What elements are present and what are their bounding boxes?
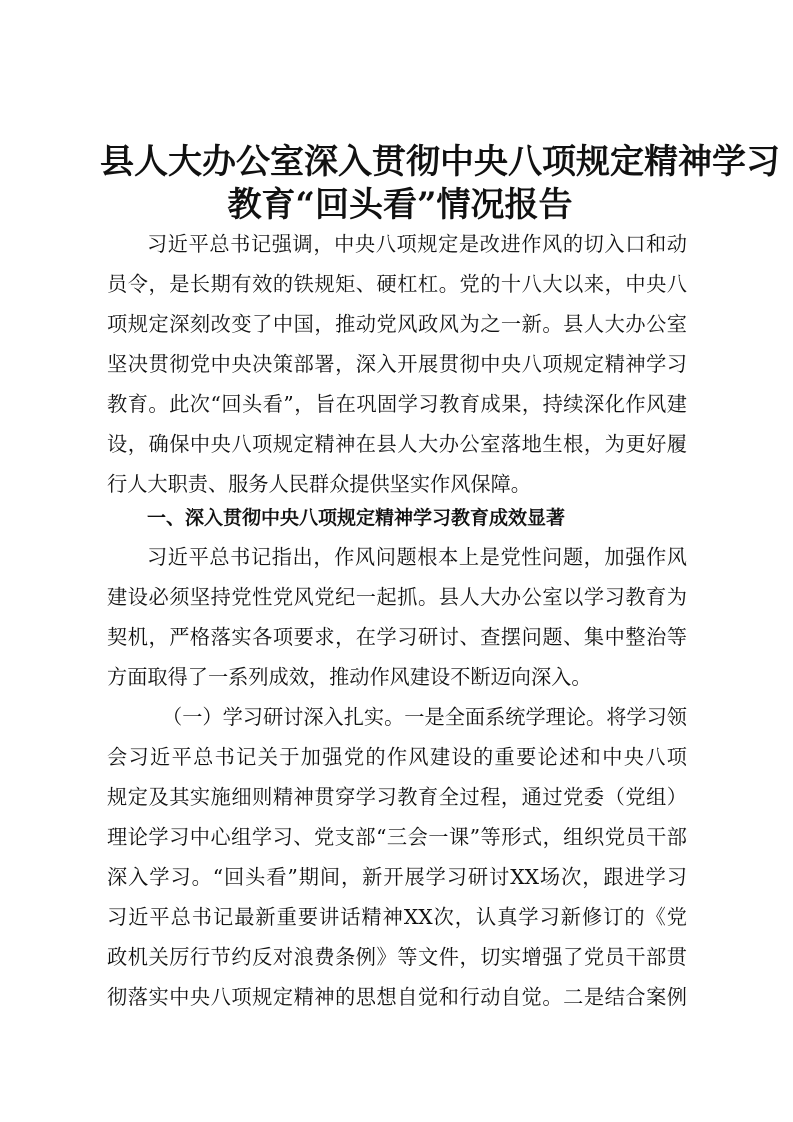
paragraph-1-line: 设，确保中央八项规定精神在县人大办公室落地生根，为更好履 (107, 432, 687, 456)
section-heading-1: 一、深入贯彻中央八项规定精神学习教育成效显著 (147, 507, 566, 529)
paragraph-3-line: 习近平总书记最新重要讲话精神XX次，认真学习新修订的《党 (107, 905, 687, 929)
paragraph-1-line: 行人大职责、服务人民群众提供坚实作风保障。 (107, 472, 531, 496)
document-title-line-1: 县人大办公室深入贯彻中央八项规定精神学习 (100, 142, 780, 182)
paragraph-1-line: 坚决贯彻党中央决策部署，深入开展贯彻中央八项规定精神学习 (107, 352, 687, 376)
paragraph-1-line: 项规定深刻改变了中国，推动党风政风为之一新。县人大办公室 (107, 312, 687, 336)
paragraph-3-line: 政机关厉行节约反对浪费条例》等文件，切实增强了党员干部贯 (107, 945, 687, 969)
paragraph-3-line: 规定及其实施细则精神贯穿学习教育全过程，通过党委（党组） (107, 785, 687, 809)
paragraph-3-line: 理论学习中心组学习、党支部“三会一课”等形式，组织党员干部 (107, 825, 687, 849)
paragraph-2-line: 契机，严格落实各项要求，在学习研讨、查摆问题、集中整治等 (107, 625, 687, 649)
paragraph-1-line: 教育。此次“回头看”，旨在巩固学习教育成果，持续深化作风建 (107, 392, 687, 416)
paragraph-1-line: 员令，是长期有效的铁规矩、硬杠杠。党的十八大以来，中央八 (107, 272, 687, 296)
paragraph-2-line: 建设必须坚持党性党风党纪一起抓。县人大办公室以学习教育为 (107, 585, 687, 609)
paragraph-2-line: 习近平总书记指出，作风问题根本上是党性问题，加强作风 (147, 545, 687, 569)
paragraph-3-line: （一）学习研讨深入扎实。一是全面系统学理论。将学习领 (162, 705, 687, 729)
paragraph-1-line: 习近平总书记强调，中央八项规定是改进作风的切入口和动 (147, 232, 687, 256)
paragraph-3-line: 深入学习。“回头看”期间，新开展学习研讨XX场次，跟进学习 (107, 865, 687, 889)
document-title-line-2: 教育“回头看”情况报告 (227, 185, 573, 225)
paragraph-2-line: 方面取得了一系列成效，推动作风建设不断迈向深入。 (107, 665, 592, 689)
paragraph-3-line: 彻落实中央八项规定精神的思想自觉和行动自觉。二是结合案例 (107, 985, 687, 1009)
paragraph-3-line: 会习近平总书记关于加强党的作风建设的重要论述和中央八项 (107, 745, 687, 769)
